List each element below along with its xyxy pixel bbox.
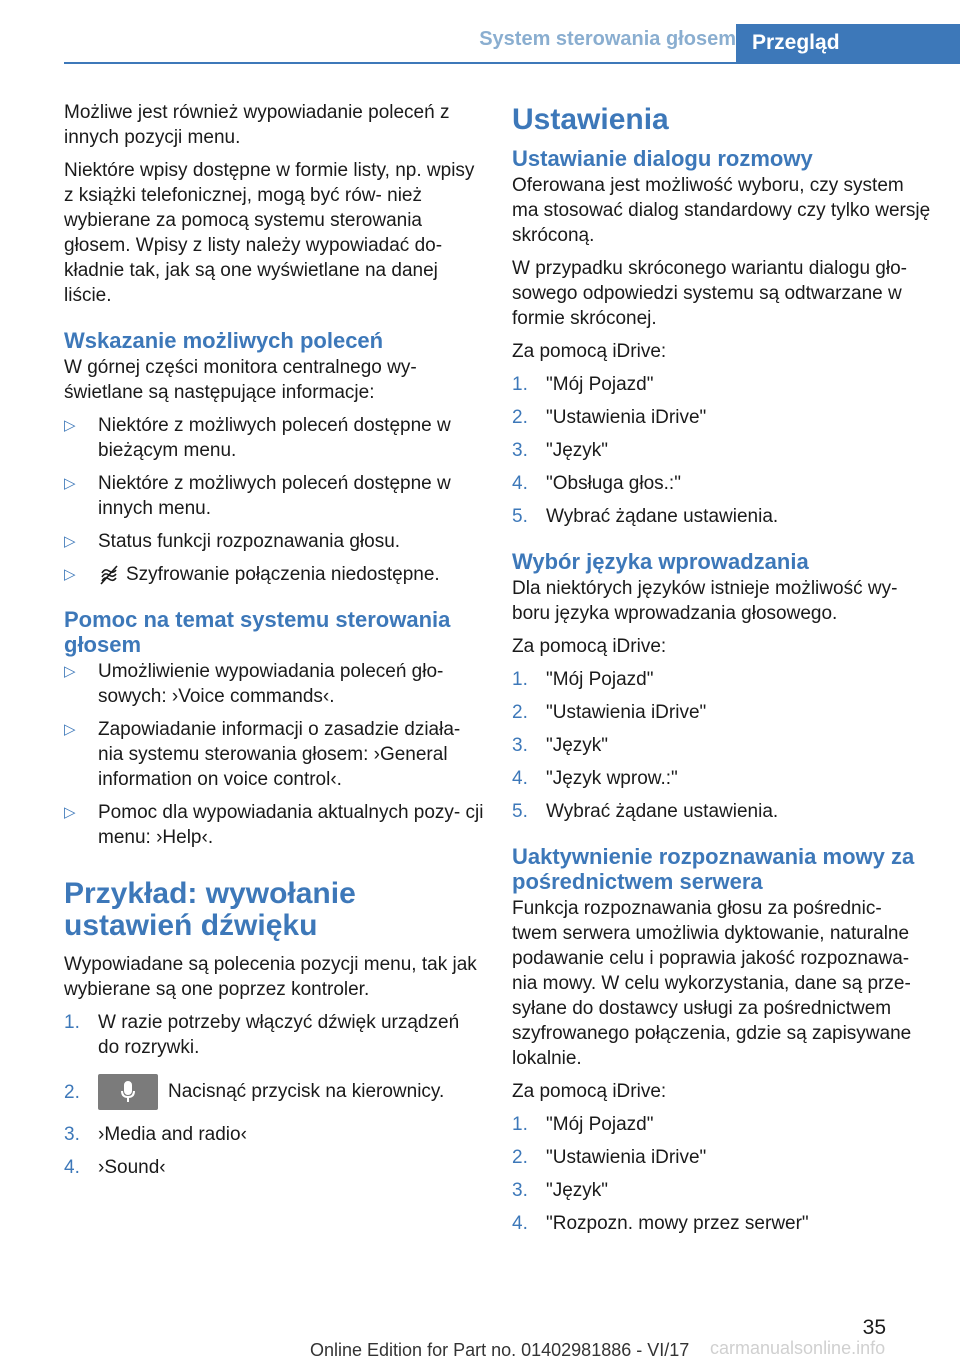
list-item: 3. ›Media and radio‹ <box>64 1124 247 1145</box>
bullet-triangle-icon: ▷ <box>64 663 76 680</box>
list-item: ▷ Pomoc dla wypowiadania aktualnych pozy- cji menu: ›Help‹. <box>64 802 484 848</box>
chapter-tab: Przegląd <box>736 24 960 62</box>
heading-possible-commands: Wskazanie możliwych poleceń <box>64 328 384 353</box>
list-item: 4. "Język wprow.:" <box>512 768 678 789</box>
paragraph: Wypowiadane są polecenia pozycji menu, tak jak wybierane są one poprzez kontroler. <box>64 954 477 1000</box>
heading-server-recognition: Uaktywnienie rozpoznawania mowy za pośrednictwem serwera <box>512 844 915 894</box>
dialog-steps <box>512 372 932 529</box>
list-item: ▷ Szyfrowanie połączenia niedostępne. <box>64 564 440 585</box>
list-item: 4. "Rozpozn. mowy przez serwer" <box>512 1213 809 1234</box>
list-item: 2. "Ustawienia iDrive" <box>512 407 707 428</box>
step-number: 3. <box>512 1180 528 1201</box>
step-number: 5. <box>512 801 528 822</box>
paragraph: W przypadku skróconego wariantu dialogu gło- sowego odpowiedzi systemu są odtwarzane w formie skróconej. <box>512 258 907 329</box>
step-number: 1. <box>64 1012 80 1033</box>
list-item: 4. "Obsługa głos.:" <box>512 473 681 494</box>
paragraph: Za pomocą iDrive: <box>512 341 667 362</box>
paragraph: Dla niektórych języków istnieje możliwość wy- boru języka wprowadzania głosowego. <box>512 578 898 624</box>
heading-input-language: Wybór języka wprowadzania <box>512 549 809 574</box>
heading-voice-help: Pomoc na temat systemu sterowania głosem <box>64 607 451 657</box>
step-number: 3. <box>512 440 528 461</box>
list-item: 2. "Ustawienia iDrive" <box>512 1147 707 1168</box>
list-item: 3. "Język" <box>512 1180 609 1201</box>
list-item: ▷ Status funkcji rozpoznawania głosu. <box>64 531 401 552</box>
example-steps <box>64 1010 484 1180</box>
step-number: 5. <box>512 506 528 527</box>
list-item: 4. ›Sound‹ <box>64 1157 166 1178</box>
watermark: carmanualsonline.info <box>710 1338 886 1358</box>
heading-example: Przykład: wywołanie ustawień dźwięku <box>64 877 356 942</box>
step-number: 1. <box>512 374 528 395</box>
bullet-triangle-icon: ▷ <box>64 566 76 583</box>
list-item: ▷ Umożliwienie wypowiadania poleceń gło- sowych: ›Voice commands‹. <box>64 661 444 707</box>
bullet-triangle-icon: ▷ <box>64 804 76 821</box>
paragraph: Niektóre wpisy dostępne w formie listy, np. wpisy z książki telefonicznej, mogą być rów- nież wybierane za pomocą systemu sterowania głosem. Wpisy z listy należy wypowiadać do- kładnie tak, jak są one wyświetlane na danej liście. <box>64 160 475 306</box>
bullet-triangle-icon: ▷ <box>64 417 76 434</box>
list-item: 3. "Język" <box>512 440 609 461</box>
list-item: 5. Wybrać żądane ustawienia. <box>512 506 779 527</box>
step-number: 2. <box>512 407 528 428</box>
header-rule <box>64 62 960 64</box>
list-item: ▷ Niektóre z możliwych poleceń dostępne w bieżącym menu. <box>64 415 451 461</box>
list-item: 1. "Mój Pojazd" <box>512 374 654 395</box>
page-header <box>0 24 960 62</box>
paragraph: Za pomocą iDrive: <box>512 1081 667 1102</box>
paragraph: Funkcja rozpoznawania głosu za pośrednic- twem serwera umożliwia dyktowanie, naturalne podawanie celu i poprawia jakość rozpoznawa- nia mowy. W celu wykorzystania, dane są prze- syłane do dostawcy usługi za pośrednictwem szyfrowanego połączenia, gdzie są zapisywane lokalnie. <box>512 898 912 1069</box>
step-number: 2. <box>64 1082 80 1103</box>
step-number: 4. <box>512 1213 528 1234</box>
heading-dialog: Ustawianie dialogu rozmowy <box>512 146 813 171</box>
list-item: ▷ Zapowiadanie informacji o zasadzie działa- nia systemu sterowania głosem: ›General information on voice control‹. <box>64 719 461 790</box>
info-list <box>64 413 484 587</box>
list-item: 1. "Mój Pojazd" <box>512 669 654 690</box>
bullet-triangle-icon: ▷ <box>64 475 76 492</box>
step-number: 4. <box>64 1157 80 1178</box>
step-number: 1. <box>512 1114 528 1135</box>
list-item: 2. "Ustawienia iDrive" <box>512 702 707 723</box>
step-number: 4. <box>512 473 528 494</box>
server-steps <box>512 1112 932 1236</box>
section-title: System sterowania głosem <box>479 28 736 50</box>
edition-note: Online Edition for Part no. 01402981886 - VI/17 <box>310 1340 690 1360</box>
right-column <box>512 100 932 1244</box>
paragraph: W górnej części monitora centralnego wy- świetlane są następujące informacje: <box>64 357 417 403</box>
step-number: 2. <box>512 1147 528 1168</box>
paragraph: Możliwe jest również wypowiadanie poleceń z innych pozycji menu. <box>64 102 450 148</box>
language-steps <box>512 667 932 824</box>
step-number: 2. <box>512 702 528 723</box>
list-item: 1. W razie potrzeby włączyć dźwięk urządzeń do rozrywki. <box>64 1012 460 1058</box>
page-number: 35 <box>862 1316 886 1339</box>
bullet-triangle-icon: ▷ <box>64 721 76 738</box>
list-item: 5. Wybrać żądane ustawienia. <box>512 801 779 822</box>
heading-settings: Ustawienia <box>512 103 669 136</box>
step-number: 1. <box>512 669 528 690</box>
list-item: ▷ Niektóre z możliwych poleceń dostępne w innych menu. <box>64 473 451 519</box>
step-number: 4. <box>512 768 528 789</box>
bullet-triangle-icon: ▷ <box>64 533 76 550</box>
help-list <box>64 659 484 850</box>
step-number: 3. <box>512 735 528 756</box>
list-item: 3. "Język" <box>512 735 609 756</box>
encryption-unavailable-icon <box>98 564 120 586</box>
paragraph: Za pomocą iDrive: <box>512 636 667 657</box>
list-item: 1. "Mój Pojazd" <box>512 1114 654 1135</box>
paragraph: Oferowana jest możliwość wyboru, czy system ma stosować dialog standardowy czy tylko wersję skróconą. <box>512 175 931 246</box>
left-column <box>64 100 484 1188</box>
voice-button-icon <box>98 1074 158 1110</box>
step-number: 3. <box>64 1124 80 1145</box>
list-item: 2. Nacisnąć przycisk na kierownicy. <box>64 1074 484 1110</box>
